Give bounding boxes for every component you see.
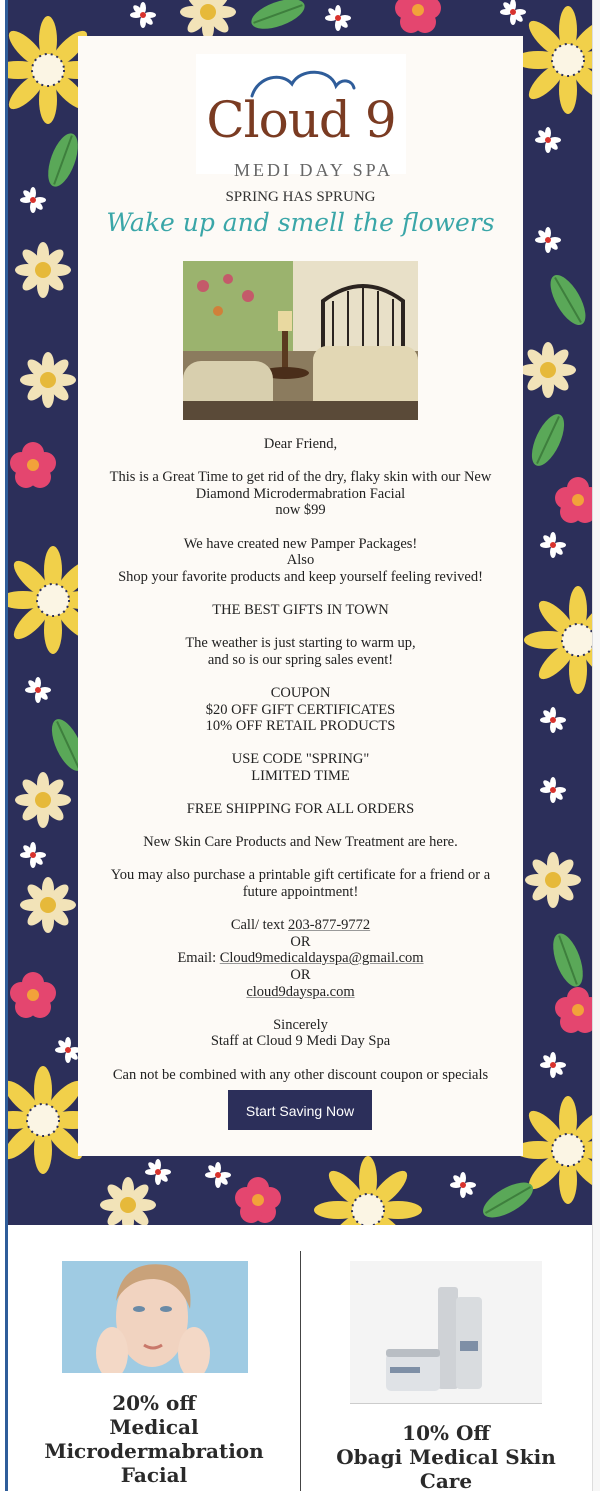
shipping-notice: FREE SHIPPING FOR ALL ORDERS [186,801,415,818]
sign-off: Sincerely [273,1016,328,1033]
face-photo[interactable] [62,1261,248,1373]
email-card [78,36,523,1156]
website-link[interactable]: cloud9dayspa.com [246,983,355,1000]
code-line-1: USE CODE "SPRING" [231,751,370,768]
best-gifts: THE BEST GIFTS IN TOWN [212,601,389,618]
code-block [92,751,509,784]
logo-name: Cloud 9 [206,91,396,149]
promo-1-line-3: Microdermabration [44,1439,264,1463]
or-separator-2: OR [290,967,311,983]
code-line-2: LIMITED TIME [251,767,350,784]
email-link[interactable]: Cloud9medicaldayspa@gmail.com [219,950,424,967]
weather-line-1: The weather is just starting to warm up, [185,635,416,652]
logo[interactable] [196,54,406,180]
promo-2-line-2: Obagi Medical Skin [336,1445,556,1469]
promo-1-line-2: Medical [109,1415,199,1439]
coupon-line-2: 10% OFF RETAIL PRODUCTS [205,718,396,735]
greeting: Dear Friend, [263,436,338,452]
weather-line-2: and so is our spring sales event! [207,651,394,668]
packages-line-3: Shop your favorite products and keep yourself feeling revived! [118,568,483,585]
coupon-title: COUPON [270,684,331,701]
call-prefix: Call/ text [230,917,288,934]
promo-2-line-3: Care [419,1469,473,1491]
contact-block [92,917,509,1000]
spa-room-photo [183,261,418,420]
window-edge-right [592,0,600,1491]
coupon-line-1: $20 OFF GIFT CERTIFICATES [205,701,396,718]
or-separator-1: OR [290,933,311,950]
packages-line-2: Also [286,552,315,569]
hero-kicker: SPRING HAS SPRUNG [225,189,376,205]
hero-headline: Wake up and smell the flowers [106,208,495,237]
offer-paragraph [92,469,509,519]
offer-text: This is a Great Time to get rid of the dry, flaky skin with our New Diamond Microdermabration Facial [109,469,492,502]
logo-tagline: MEDI DAY SPA [234,160,394,180]
promo-2-line-1: 10% Off [402,1421,490,1445]
disclaimer: Can not be combined with any other discount coupon or specials [112,1066,489,1083]
promo-section [8,1225,592,1491]
new-products-notice: New Skin Care Products and New Treatment are here. [143,834,458,851]
phone-link[interactable]: 203-877-9772 [288,917,371,934]
offer-price: now $99 [275,502,326,519]
packages-paragraph [92,536,509,586]
weather-paragraph [92,635,509,668]
start-saving-button[interactable]: Start Saving Now [228,1090,372,1130]
signature-block [92,1017,509,1050]
signature: Staff at Cloud 9 Medi Day Spa [210,1033,391,1050]
coupon-block [92,685,509,735]
packages-line-1: We have created new Pamper Packages! [183,535,418,552]
promo-1-line-4: Facial [120,1463,188,1487]
window-edge-left [0,0,8,1491]
gift-certificate-notice: You may also purchase a printable gift certificate for a friend or a future appointment! [110,867,491,901]
message-body [92,436,509,1100]
email-prefix: Email: [177,950,220,967]
promo-1-line-1: 20% off [112,1391,196,1415]
skincare-products-photo[interactable] [350,1261,542,1404]
